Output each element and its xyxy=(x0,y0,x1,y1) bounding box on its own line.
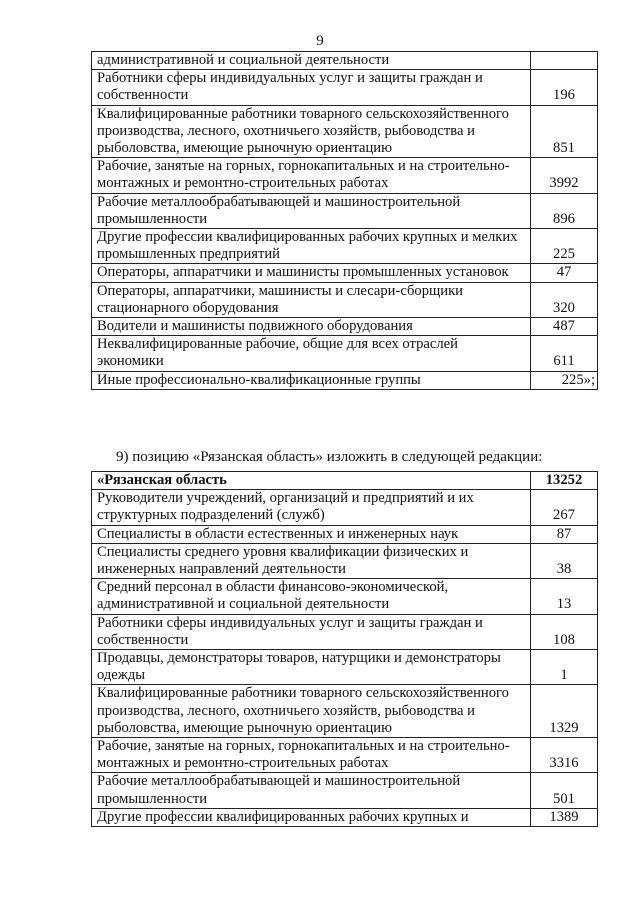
table-row xyxy=(92,193,598,228)
occupation-label: Операторы, аппаратчики, машинисты и слесари-сборщики стационарного оборудования xyxy=(92,282,531,317)
occupation-count: 896 xyxy=(531,193,598,228)
occupation-label: Рабочие, занятые на горных, горнокапитальных и на строительно-монтажных и ремонтно-строительных работах xyxy=(92,158,531,193)
occupation-count: 487 xyxy=(531,318,598,336)
occupation-label: Продавцы, демонстраторы товаров, натурщики и демонстраторы одежды xyxy=(92,650,531,685)
table-row xyxy=(92,543,598,578)
occupation-count: 38 xyxy=(531,543,598,578)
table-header-row xyxy=(92,472,598,490)
occupation-count: 225 xyxy=(531,229,598,264)
occupation-label: Квалифицированные работники товарного сельскохозяйственного производства, лесного, охотничьего хозяйств, рыбоводства и рыболовства, имеющие рыночную ориентацию xyxy=(92,105,531,158)
table2-body xyxy=(92,472,598,827)
occupation-label: Средний персонал в области финансово-экономической, административной и социальной деятельности xyxy=(92,579,531,614)
table-row xyxy=(92,685,598,738)
occupation-count: 3316 xyxy=(531,738,598,773)
occupation-count: 1389 xyxy=(531,808,598,826)
occupation-count: 501 xyxy=(531,773,598,808)
table-row xyxy=(92,371,598,389)
table-row xyxy=(92,650,598,685)
occupation-label: административной и социальной деятельности xyxy=(92,52,531,70)
occupation-label: Иные профессионально-квалификационные группы xyxy=(92,371,531,389)
occupation-count: 1329 xyxy=(531,685,598,738)
table1-body xyxy=(92,52,598,390)
table-row xyxy=(92,229,598,264)
occupation-count: 611 xyxy=(531,336,598,371)
occupation-label: Водители и машинисты подвижного оборудования xyxy=(92,318,531,336)
occupation-label: Другие профессии квалифицированных рабочих крупных и мелких промышленных предприятий xyxy=(92,229,531,264)
table-row xyxy=(92,579,598,614)
region-total: 13252 xyxy=(531,472,598,490)
occupation-label: Рабочие, занятые на горных, горнокапитальных и на строительно-монтажных и ремонтно-строительных работах xyxy=(92,738,531,773)
occupation-label: Специалисты среднего уровня квалификации физических и инженерных направлений деятельности xyxy=(92,543,531,578)
occupation-count xyxy=(531,52,598,70)
occupation-count: 320 xyxy=(531,282,598,317)
table-row xyxy=(92,738,598,773)
occupation-count: 13 xyxy=(531,579,598,614)
table-row xyxy=(92,773,598,808)
table-row xyxy=(92,282,598,317)
occupation-count: 1 xyxy=(531,650,598,685)
occupation-table-continued xyxy=(91,51,598,390)
table-row xyxy=(92,70,598,105)
region-name: «Рязанская область xyxy=(92,472,531,490)
occupation-count: 267 xyxy=(531,490,598,525)
occupation-label: Рабочие металлообрабатывающей и машиностроительной промышленности xyxy=(92,193,531,228)
occupation-count: 225»; xyxy=(531,371,598,389)
table-row xyxy=(92,525,598,543)
table-row xyxy=(92,490,598,525)
table-row xyxy=(92,808,598,826)
page-number: 9 xyxy=(316,33,324,49)
table-row xyxy=(92,318,598,336)
occupation-label: Операторы, аппаратчики и машинисты промышленных установок xyxy=(92,264,531,282)
occupation-label: Неквалифицированные рабочие, общие для всех отраслей экономики xyxy=(92,336,531,371)
occupation-label: Квалифицированные работники товарного сельскохозяйственного производства, лесного, охотничьего хозяйств, рыбоводства и рыболовства, имеющие рыночную ориентацию xyxy=(92,685,531,738)
occupation-label: Руководители учреждений, организаций и предприятий и их структурных подразделений (служб) xyxy=(92,490,531,525)
occupation-label: Работники сферы индивидуальных услуг и защиты граждан и собственности xyxy=(92,614,531,649)
occupation-count: 47 xyxy=(531,264,598,282)
occupation-label: Работники сферы индивидуальных услуг и защиты граждан и собственности xyxy=(92,70,531,105)
occupation-count: 851 xyxy=(531,105,598,158)
occupation-label: Специалисты в области естественных и инженерных наук xyxy=(92,525,531,543)
occupation-count: 87 xyxy=(531,525,598,543)
table-row xyxy=(92,614,598,649)
table-row xyxy=(92,336,598,371)
section-heading: 9) позицию «Рязанская область» изложить в следующей редакции: xyxy=(116,449,543,465)
ryazan-occupation-table xyxy=(91,471,598,827)
occupation-label: Другие профессии квалифицированных рабочих крупных и xyxy=(92,808,531,826)
occupation-count: 3992 xyxy=(531,158,598,193)
occupation-label: Рабочие металлообрабатывающей и машиностроительной промышленности xyxy=(92,773,531,808)
table-row xyxy=(92,105,598,158)
table-row xyxy=(92,158,598,193)
table-row xyxy=(92,52,598,70)
table-row xyxy=(92,264,598,282)
occupation-count: 196 xyxy=(531,70,598,105)
occupation-count: 108 xyxy=(531,614,598,649)
